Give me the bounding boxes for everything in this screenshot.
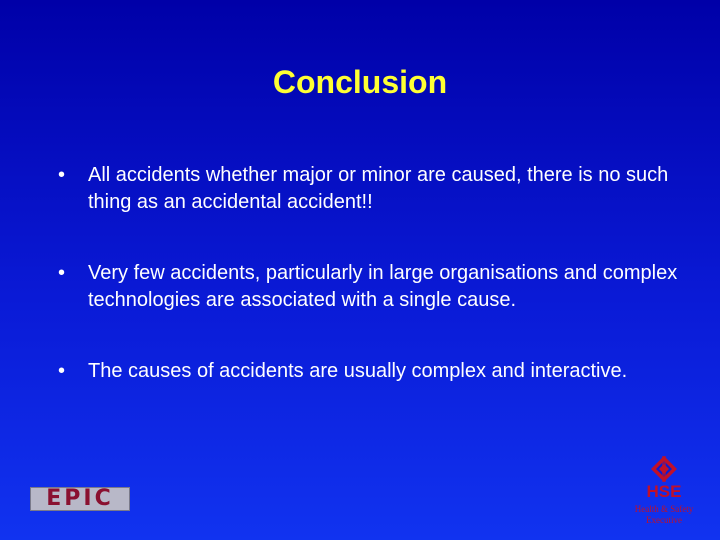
bullet-text: Very few accidents, particularly in large organisations and complex technologies are associated with a single cause. [88, 262, 678, 311]
hse-logo [626, 455, 702, 527]
bullet-list [58, 162, 678, 429]
bullet-item [58, 260, 678, 314]
bullet-item [58, 358, 678, 385]
hse-line-1: Health & Safety [634, 504, 694, 514]
bullet-marker: • [58, 262, 66, 284]
slide-title: Conclusion [272, 64, 448, 100]
bullet-text: The causes of accidents are usually complex and interactive. [88, 360, 628, 382]
hse-emblem-icon [650, 455, 678, 483]
epic-logo [30, 487, 130, 511]
bullet-marker: • [58, 360, 66, 382]
bullet-item [58, 162, 678, 216]
bullet-text: All accidents whether major or minor are caused, there is no such thing as an accidental accident!! [88, 164, 669, 213]
epic-logo-text: EPIC [46, 486, 114, 511]
hse-line-2: Executive [646, 515, 682, 525]
hse-letters: HSE [646, 482, 682, 501]
bullet-marker: • [58, 164, 66, 186]
